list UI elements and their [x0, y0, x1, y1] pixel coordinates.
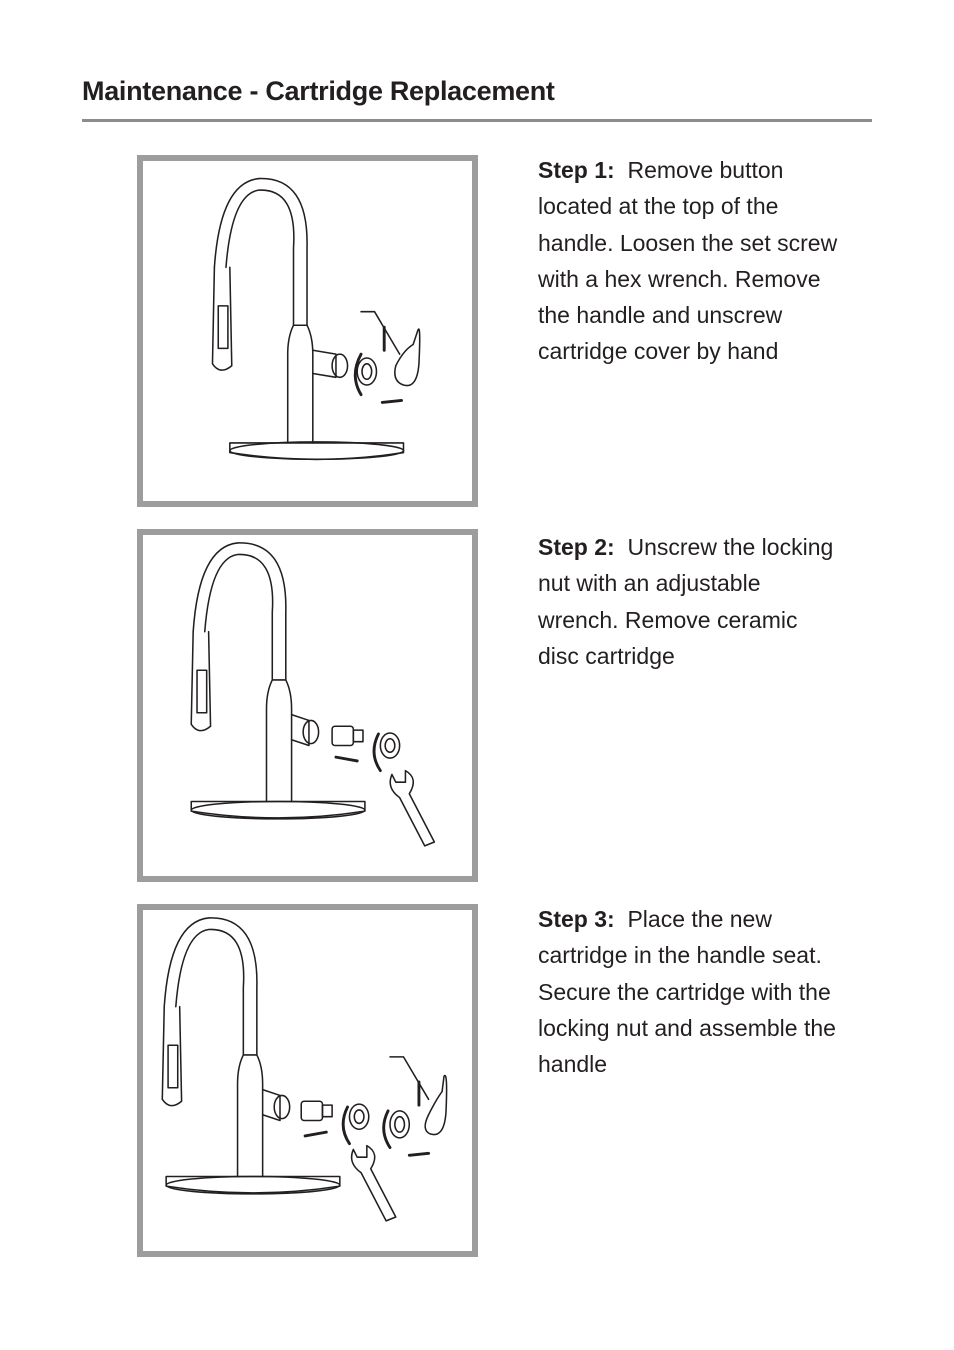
step-1-body: Remove button located at the top of the handle. Loosen the set screw with a hex wrench. Remove the handle and unscrew cartridge cover by hand — [538, 157, 838, 365]
faucet-drawing — [212, 179, 403, 460]
step-3-body: Place the new cartridge in the handle seat. Secure the cartridge with the locking nut and assemble the handle — [538, 906, 836, 1078]
step-2-arrows — [336, 734, 380, 771]
step-3-instructions — [538, 901, 838, 1082]
step-1-instructions — [538, 152, 838, 370]
step-1-label: Step 1: — [538, 157, 615, 183]
step-2-label: Step 2: — [538, 534, 615, 560]
cartridge-and-nut-drawing — [332, 726, 400, 758]
step-2-illustration — [137, 529, 478, 882]
step-1-illustration — [137, 155, 478, 507]
faucet-drawing — [191, 543, 365, 819]
handle-cover-drawing — [357, 312, 420, 386]
page-title: Maintenance - Cartridge Replacement — [82, 76, 555, 106]
title-divider — [82, 119, 872, 122]
cartridge-nut-handle-drawing — [301, 1057, 446, 1138]
step-2-instructions — [538, 529, 838, 674]
step-3-illustration — [137, 904, 478, 1257]
step-3-label: Step 3: — [538, 906, 615, 932]
step-2-body: Unscrew the locking nut with an adjustable wrench. Remove ceramic disc cartridge — [538, 534, 834, 669]
adjustable-wrench-drawing — [390, 771, 434, 846]
faucet-drawing — [162, 918, 340, 1194]
step-3-arrows — [305, 1082, 428, 1155]
adjustable-wrench-drawing — [352, 1146, 396, 1221]
step-1-arrows — [355, 327, 401, 402]
